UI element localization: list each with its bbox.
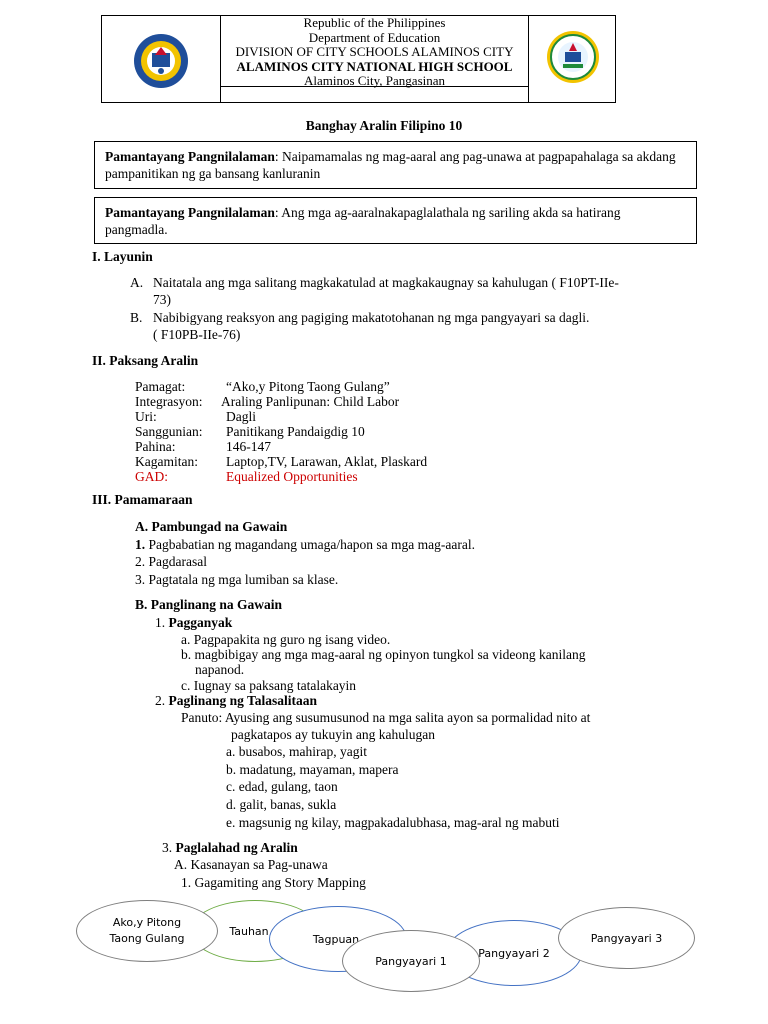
- deped-region-seal-icon: [133, 33, 189, 89]
- story-mapping-item: 1. Gagamiting ang Story Mapping: [181, 875, 366, 890]
- story-title-label: Ako,y Pitong Taong Gulang: [109, 916, 185, 945]
- choice-a: a. busabos, mahirap, yagit: [226, 744, 367, 759]
- panglinang-heading: B. Panglinang na Gawain: [135, 597, 283, 612]
- pagganyak-c: c. Iugnay sa paksang tatalakayin: [181, 678, 357, 693]
- gad-label: GAD:: [135, 469, 168, 484]
- sanggunian-value: Panitikang Pandaigdig 10: [226, 424, 365, 439]
- objective-b-line2: ( F10PB-IIe-76): [153, 327, 241, 342]
- choice-c: c. edad, gulang, taon: [226, 779, 338, 794]
- pahina-value: 146-147: [226, 439, 271, 454]
- header-divider: [220, 86, 529, 87]
- pangyayari-3-label: Pangyayari 3: [590, 931, 663, 945]
- section-paksa-heading: II. Paksang Aralin: [92, 353, 199, 368]
- tauhan-label: Tauhan: [229, 924, 269, 938]
- header-division: DIVISION OF CITY SCHOOLS ALAMINOS CITY: [235, 44, 514, 59]
- header-republic: Republic of the Philippines: [303, 15, 446, 30]
- header-address: Alaminos City, Pangasinan: [303, 73, 446, 88]
- pangyayari-3-oval: [558, 907, 695, 969]
- performance-standard-box: [94, 197, 697, 244]
- header-table: [101, 15, 616, 103]
- pambungad-heading: A. Pambungad na Gawain: [135, 519, 288, 534]
- choice-d: d. galit, banas, sukla: [226, 797, 337, 812]
- pagganyak-a: a. Pagpapakita ng guro ng isang video.: [181, 632, 391, 647]
- gad-value: Equalized Opportunities: [226, 469, 358, 484]
- tagpuan-label: Tagpuan: [312, 932, 360, 946]
- uri-value: Dagli: [226, 409, 256, 424]
- kagamitan-value: Laptop,TV, Larawan, Aklat, Plaskard: [226, 454, 428, 469]
- pamagat-value: “Ako,y Pitong Taong Gulang”: [226, 379, 390, 394]
- paglalahad-item: [162, 840, 298, 856]
- pamagat-label: Pamagat:: [135, 379, 186, 394]
- pagganyak-item: [155, 615, 232, 631]
- kagamitan-label: Kagamitan:: [135, 454, 198, 469]
- pambungad-item-3: 3. Pagtatala ng mga lumiban sa klase.: [135, 572, 339, 587]
- pambungad-item-1-text: Pagbabatian ng magandang umaga/hapon sa mga mag-aaral.: [148, 537, 476, 552]
- pahina-label: Pahina:: [135, 439, 176, 454]
- paglalahad-label: Paglalahad ng Aralin: [175, 840, 298, 855]
- pangyayari-1-oval: [342, 930, 480, 992]
- objective-b-marker: B.: [130, 310, 143, 325]
- left-seal-cell: [102, 16, 221, 102]
- talasalitaan-label: Paglinang ng Talasalitaan: [168, 693, 318, 708]
- panuto-line2: pagkatapos ay tukuyin ang kahulugan: [231, 727, 435, 742]
- objective-b-line1: Nabibigyang reaksyon ang pagiging makatotohanan ng mga pangyayari sa dagli.: [153, 310, 590, 325]
- header-department: Department of Education: [308, 29, 441, 45]
- objective-a-line2: 73): [153, 292, 171, 307]
- panuto-line1: Panuto: Ayusing ang susumusunod na mga salita ayon sa pormalidad nito at: [181, 710, 591, 725]
- pangyayari-2-label: Pangyayari 2: [478, 946, 550, 960]
- box1-label: Pamantayang Pangnilalaman: [105, 149, 275, 164]
- box2-label: Pamantayang Pangnilalaman: [105, 205, 275, 220]
- pambungad-item-2: 2. Pagdarasal: [135, 554, 207, 569]
- pagganyak-number: 1.: [155, 615, 166, 630]
- pambungad-item-1-number: 1.: [135, 537, 146, 552]
- pambungad-item-1: [135, 537, 475, 553]
- header-school: ALAMINOS CITY NATIONAL HIGH SCHOOL: [236, 58, 513, 74]
- section-pamamaraan-heading: III. Pamamaraan: [92, 492, 193, 507]
- pagganyak-b-line2: napanod.: [195, 662, 245, 677]
- content-standard-box: [94, 141, 697, 189]
- box1-text: : Naipamamalas ng mag-aaral ang pag-unawa at pagpapahalaga sa akdang pampanitikan ng ga bansang kanluranin: [105, 149, 676, 181]
- box2-text: : Ang mga ag-aaralnakapaglalathala ng sariling akda sa hatirang pangmadla.: [105, 205, 621, 237]
- section-layunin-heading: I. Layunin: [92, 249, 153, 264]
- choice-e: e. magsunig ng kilay, magpakadalubhasa, mag-aral ng mabuti: [226, 815, 560, 830]
- uri-label: Uri:: [135, 409, 157, 424]
- right-seal-cell: [528, 16, 615, 102]
- pagganyak-b-line1: b. magbibigay ang mga mag-aaral ng opinyon tungkol sa videong kanilang: [181, 647, 586, 662]
- sanggunian-label: Sanggunian:: [135, 424, 203, 439]
- story-title-oval: [76, 900, 218, 962]
- header-text-cell: [220, 16, 529, 102]
- paglalahad-number: 3.: [162, 840, 173, 855]
- deped-alaminos-seal-icon: [546, 30, 600, 84]
- talasalitaan-item: [155, 693, 317, 709]
- objective-a-marker: A.: [130, 275, 144, 290]
- choice-b: b. madatung, mayaman, mapera: [226, 762, 399, 777]
- kasanayan-item: A. Kasanayan sa Pag-unawa: [174, 857, 328, 872]
- objective-a-line1: Naitatala ang mga salitang magkakatulad at magkakaugnay sa kahulugan ( F10PT-IIe-: [153, 275, 619, 290]
- integrasyon-label: Integrasyon:: [135, 394, 203, 409]
- talasalitaan-number: 2.: [155, 693, 166, 708]
- integrasyon-value: Araling Panlipunan: Child Labor: [221, 394, 400, 409]
- page-title: Banghay Aralin Filipino 10: [305, 118, 463, 133]
- pangyayari-1-label: Pangyayari 1: [375, 954, 447, 968]
- pagganyak-label: Pagganyak: [168, 615, 233, 630]
